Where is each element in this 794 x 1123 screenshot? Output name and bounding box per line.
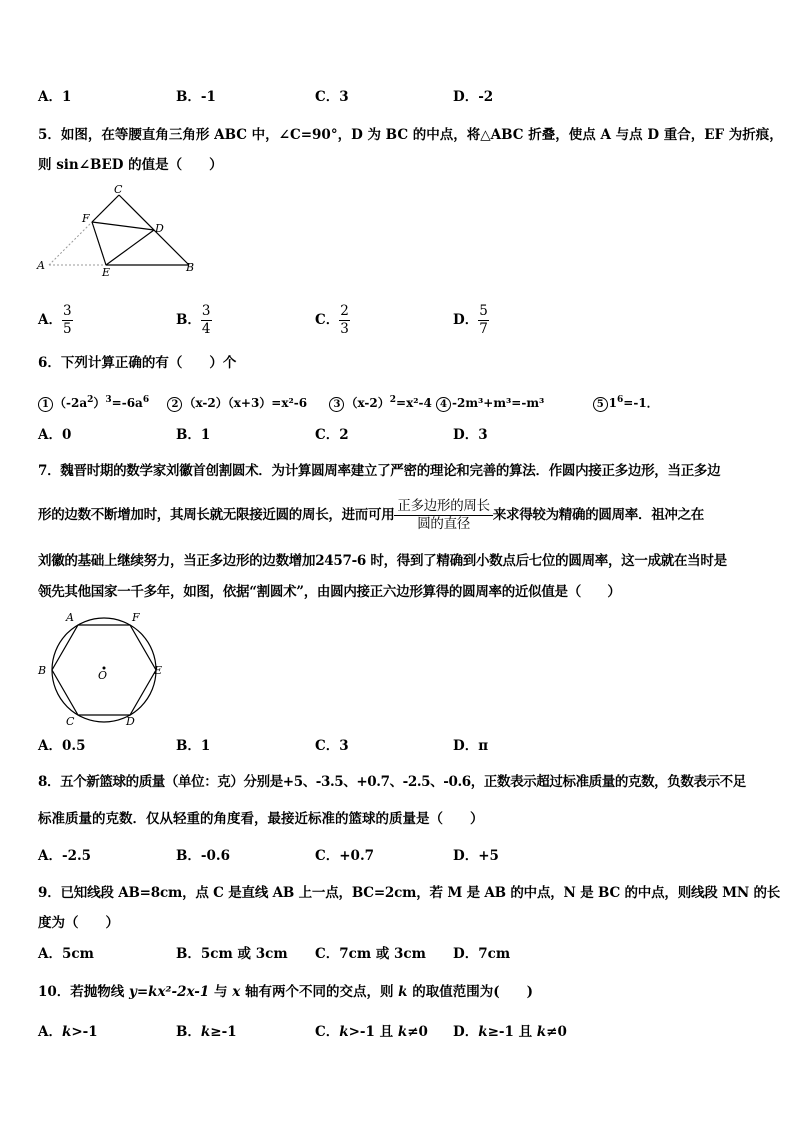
q7-fraction-num: 正多边形的周长	[394, 499, 492, 516]
q5-figure	[34, 182, 204, 278]
q6-option-b: B．1	[176, 427, 211, 443]
q5-option-b-den: 4	[201, 321, 211, 337]
q9-option-a: A．5cm	[38, 946, 94, 962]
q7-figure	[34, 608, 174, 728]
q4-option-d: D．-2	[453, 89, 494, 105]
q10-option-d-var: k	[478, 1024, 488, 1040]
q5-label-e: E	[102, 266, 111, 278]
q5-option-a-den: 5	[62, 321, 72, 337]
q5-edge-ed	[106, 230, 154, 265]
q5-option-b-letter: B．	[176, 312, 201, 328]
q6-item-5	[593, 396, 659, 410]
q7-label-o: O	[98, 669, 108, 682]
q5-label-b: B	[186, 261, 195, 274]
q5-label-c: C	[114, 183, 123, 196]
q5-option-b-fraction	[201, 304, 212, 337]
q10-option-a-var: k	[61, 1024, 72, 1040]
q7-label-a: A	[66, 611, 74, 624]
q10-option-c-var2: k	[397, 1024, 408, 1040]
q6-stem: 6．下列计算正确的有（ ）个	[38, 355, 237, 371]
q6-item-5-mark: 5	[593, 397, 608, 412]
q10-var-x: x	[232, 984, 241, 1000]
q7-label-c: C	[66, 715, 75, 728]
q7-fraction-den: 圆的直径	[417, 516, 471, 532]
q7-stem-line2-post: 来求得较为精确的圆周率．祖冲之在	[492, 507, 705, 523]
q6-item-3-part-a: （x-2）	[345, 396, 390, 410]
q6-item-3-mark: 3	[329, 397, 344, 412]
q5-edge-fc	[92, 195, 119, 222]
q10-option-d-rest2: ≠0	[546, 1024, 567, 1040]
q5-label-d: D	[155, 222, 164, 235]
q5-edge-fe	[92, 222, 106, 265]
q7-option-b: B．1	[176, 738, 211, 754]
q6-option-d: D．3	[453, 427, 488, 443]
q7-option-a: A．0.5	[38, 738, 86, 754]
q5-label-f: F	[82, 212, 90, 225]
q6-item-4	[436, 396, 544, 410]
q6-item-5-sup: 6	[617, 395, 624, 405]
q10-option-a	[38, 1023, 98, 1041]
q7-stem-line2	[38, 497, 704, 533]
q5-option-c-num: 2	[340, 303, 349, 319]
q10-option-d-rest: ≥-1 且	[487, 1024, 537, 1040]
q6-item-4-mark: 4	[436, 397, 451, 412]
q10-option-b	[176, 1023, 237, 1041]
q9-stem-line1: 9．已知线段 AB=8cm，点 C 是直线 AB 上一点，BC=2cm，若 M 是 AB 的中点，N 是 BC 的中点，则线段 MN 的长	[38, 885, 781, 901]
q6-item-5-part-b: =-1．	[623, 396, 659, 410]
q10-stem-a: 10．若抛物线	[38, 984, 129, 1000]
q5-stem-line1: 5．如图，在等腰直角三角形 ABC 中，∠C=90°，D 为 BC 的中点，将△ABC 折叠，使点 A 与点 D 重合，EF 为折痕，	[38, 127, 783, 143]
q5-option-d	[453, 304, 489, 337]
q5-option-a-fraction	[62, 304, 73, 337]
q5-option-d-num: 5	[479, 303, 488, 319]
q7-label-b: B	[38, 664, 47, 677]
q5-option-c-den: 3	[340, 321, 349, 337]
q10-stem-e: 轴有两个不同的交点，则	[240, 984, 399, 1000]
q5-edge-fd	[92, 222, 154, 230]
q5-option-b-num: 3	[201, 303, 211, 319]
q6-item-2-mark: 2	[167, 397, 182, 412]
q6-item-3-sup: 2	[389, 395, 397, 405]
q4-option-b: B．-1	[176, 89, 216, 105]
q6-item-2	[167, 396, 307, 410]
q5-option-c-fraction	[339, 304, 350, 337]
q10-option-d-letter: D．	[453, 1024, 479, 1040]
q5-option-a	[38, 304, 73, 337]
q10-parabola-expr: y=kx²-2x-1	[129, 984, 210, 1000]
q9-option-d: D．7cm	[453, 946, 511, 962]
q6-item-1-part-c: =-6a	[111, 396, 143, 410]
q8-option-a: A．-2.5	[38, 848, 92, 864]
q10-stem	[38, 983, 533, 1001]
q9-stem-line2: 度为（ ）	[38, 915, 119, 931]
q5-option-a-num: 3	[62, 303, 72, 319]
q6-item-1-sup-a: 2	[87, 395, 94, 405]
q6-item-2-text: （x-2）（x+3）=x²-6	[183, 396, 308, 410]
q6-item-1-part-a: （-2a	[54, 396, 88, 410]
q5-option-d-fraction	[478, 304, 489, 337]
q8-option-d: D．+5	[453, 848, 499, 864]
q5-option-d-den: 7	[479, 321, 488, 337]
q10-option-b-letter: B．	[176, 1024, 201, 1040]
q6-option-c: C．2	[315, 427, 349, 443]
q5-stem-line2: 则 sin∠BED 的值是（ ）	[38, 157, 223, 173]
q6-item-3	[329, 396, 431, 410]
q9-option-b: B．5cm 或 3cm	[176, 946, 288, 962]
q6-item-1-part-b: ）	[93, 396, 106, 410]
q10-option-a-letter: A．	[38, 1024, 62, 1040]
q6-item-1-sup-b: 3	[105, 395, 112, 405]
q4-option-c: C．3	[315, 89, 349, 105]
q6-item-5-part-a: 1	[608, 396, 618, 410]
q10-stem-c: 与	[209, 984, 233, 1000]
q7-fraction	[394, 499, 492, 532]
q10-stem-g: 的取值范围为( )	[407, 984, 533, 1000]
q7-option-c: C．3	[315, 738, 349, 754]
q7-stem-line1: 7．魏晋时期的数学家刘徽首创割圆术．为计算圆周率建立了严密的理论和完善的算法．作圆内接正多边形，当正多边	[38, 463, 721, 479]
q7-label-d: D	[126, 715, 135, 728]
q10-option-c	[315, 1023, 428, 1041]
q10-option-c-rest2: ≠0	[407, 1024, 428, 1040]
q9-option-c: C．7cm 或 3cm	[315, 946, 426, 962]
q5-option-d-letter: D．	[453, 312, 479, 328]
q7-label-f: F	[132, 611, 140, 624]
q10-option-c-letter: C．	[315, 1024, 340, 1040]
q10-option-b-rest: ≥-1	[210, 1024, 237, 1040]
q8-option-c: C．+0.7	[315, 848, 375, 864]
q10-option-d-var2: k	[536, 1024, 547, 1040]
q5-option-a-letter: A．	[38, 312, 62, 328]
q6-item-1-sup-c: 6	[142, 395, 150, 405]
q6-option-a: A．0	[38, 427, 72, 443]
q7-label-e: E	[154, 664, 163, 677]
q5-option-c	[315, 304, 350, 337]
q6-items-line	[38, 391, 659, 412]
q5-option-c-letter: C．	[315, 312, 340, 328]
q7-stem-line2-pre: 形的边数不断增加时，其周长就无限接近圆的周长，进而可用	[38, 507, 395, 523]
q5-option-b	[176, 304, 212, 337]
q5-label-a: A	[37, 259, 45, 272]
q6-item-3-part-b: =x²-4	[396, 396, 432, 410]
q8-option-b: B．-0.6	[176, 848, 230, 864]
q10-option-c-var: k	[339, 1024, 349, 1040]
q10-option-b-var: k	[200, 1024, 211, 1040]
q6-item-1	[38, 396, 149, 410]
q10-var-k: k	[398, 984, 408, 1000]
q4-option-a: A．1	[38, 89, 72, 105]
q10-option-a-rest: >-1	[71, 1024, 98, 1040]
q6-item-1-mark: 1	[38, 397, 53, 412]
q10-option-c-rest: >-1 且	[348, 1024, 398, 1040]
q8-stem-line1: 8．五个新篮球的质量（单位：克）分别是+5、-3.5、+0.7、-2.5、-0.6，正数表示超过标准质量的克数，负数表示不足	[38, 774, 746, 790]
q6-item-4-text: -2m³+m³=-m³	[452, 396, 545, 410]
q8-stem-line2: 标准质量的克数．仅从轻重的角度看，最接近标准的篮球的质量是（ ）	[38, 811, 484, 827]
q7-option-d: D．π	[453, 738, 489, 754]
q7-stem-line3: 刘徽的基础上继续努力，当正多边形的边数增加2457-6 时，得到了精确到小数点后七位的圆周率，这一成就在当时是	[38, 553, 727, 569]
q7-stem-line4: 领先其他国家一千多年，如图，依据“割圆术”，由圆内接正六边形算得的圆周率的近似值是（ ）	[38, 584, 621, 600]
q10-option-d	[453, 1023, 567, 1041]
